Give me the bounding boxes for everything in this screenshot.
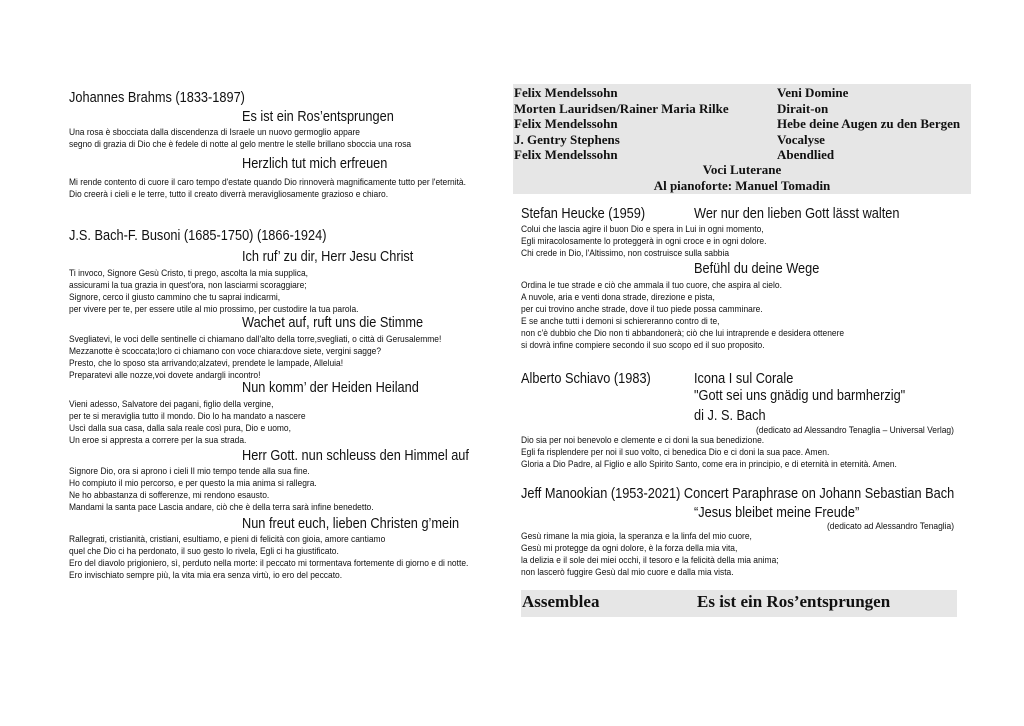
heucke-piece2-text (521, 280, 844, 352)
text-line: Presto, che lo sposo sta arrivando;alzatevi, prendete le lampade, Alleluia! (69, 358, 344, 369)
text-line: Dio sia per noi benevolo e clemente e ci doni la sua benedizione. (521, 435, 765, 446)
bach-piece5-text (69, 534, 468, 582)
text-line: Un eroe si appresta a correre per la sua strada. (69, 435, 247, 446)
bach-composer: J.S. Bach-F. Busoni (1685-1750) (1866-1924) (69, 228, 327, 244)
schiavo-title-3: di J. S. Bach (694, 408, 766, 424)
bach-piece4-text (69, 466, 374, 514)
manookian-text (521, 531, 779, 579)
program-piece: Hebe deine Augen zu den Bergen (777, 116, 961, 131)
text-line: Chi crede in Dio, l'Altissimo, non costruisce sulla sabbia (521, 248, 730, 259)
bach-piece3-text (69, 399, 306, 447)
text-line: Mezzanotte è scoccata;loro ci chiamano con voce chiara:dove siete, vergini sagge? (69, 346, 382, 357)
schiavo-title-2: "Gott sei uns gnädig und barmherzig" (694, 388, 906, 404)
piano-credit: Al pianoforte: Manuel Tomadin (653, 178, 831, 193)
text-line: Gesù mi protegge da ogni dolore, è la forza della mia vita, (521, 543, 738, 554)
text-line: Colui che lascia agire il buon Dio e spera in Lui in ogni momento, (521, 224, 764, 235)
schiavo-text (521, 435, 897, 471)
text-line: per cui trovino anche strade, dove il tuo piede possa camminare. (521, 304, 763, 315)
schiavo-composer: Alberto Schiavo (1983) (521, 371, 651, 387)
text-line: Signore Dio, ora si aprono i cieli Il mio tempo tende alla sua fine. (69, 466, 310, 477)
manookian-title: “Jesus bleibet meine Freude” (694, 505, 860, 521)
text-line: Signore, cerco il giusto cammino che tu saprai indicarmi, (69, 292, 281, 303)
program-composer: Felix Mendelssohn (514, 147, 618, 162)
text-line: Ero invischiato sempre più, la vita mia era senza virtù, io ero del peccato. (69, 570, 343, 581)
manookian-heading: Jeff Manookian (1953-2021) Concert Paraphrase on Johann Sebastian Bach (521, 486, 955, 502)
assembly-label: Assemblea (522, 592, 600, 611)
text-line: A nuvole, aria e venti dona strade, direzione e pista, (521, 292, 715, 303)
program-piece: Dirait-on (777, 100, 829, 116)
bach-piece1-text (69, 268, 359, 316)
text-line: Preparatevi alle nozze,voi dovete andargli incontro! (69, 370, 261, 381)
brahms-composer: Johannes Brahms (1833-1897) (69, 90, 245, 106)
program-composer: Morten Lauridsen/Rainer Maria Rilke (514, 100, 729, 116)
brahms-piece2-text (69, 177, 466, 201)
program-composer: Felix Mendelssohn (514, 85, 618, 100)
program-composer: Felix Mendelssohn (514, 116, 618, 131)
text-line: segno di grazia di Dio che è fedele di notte al gelo mentre le stelle brillano sboccia una rosa (69, 139, 412, 150)
brahms-piece1-text (69, 127, 411, 151)
heucke-composer: Stefan Heucke (1959) (521, 206, 646, 222)
text-line: Rallegrati, cristianità, cristiani, esultiamo, e pieni di felicità con gioia, amore cantiamo (69, 534, 386, 545)
text-line: non c'è dubbio che Dio non ti abbandonerà; ciò che lui intraprende e desidera ottenere (521, 328, 845, 339)
assembly-box (521, 590, 957, 617)
manookian-dedication: (dedicato ad Alessandro Tenaglia) (827, 521, 955, 532)
program-composer: J. Gentry Stephens (514, 131, 620, 147)
program-piece: Veni Domine (777, 85, 849, 100)
text-line: Mi rende contento di cuore il caro tempo d'estate quando Dio rinnoverà magnificamente tutto per l'eternità. (69, 177, 466, 188)
text-line: Ordina le tue strade e ciò che ammala il tuo cuore, che aspira al cielo. (521, 280, 782, 291)
text-line: si dovrà infine compiere secondo il suo scopo ed il suo proposito. (521, 340, 765, 351)
program-pieces (777, 85, 960, 163)
program-piece: Vocalyse (777, 131, 825, 147)
text-line: Dio creerà i cieli e le terre, tutto il creato diverrà meravigliosamente grazioso e chiaro. (69, 189, 389, 200)
brahms-piece2-title: Herzlich tut mich erfreuen (242, 156, 388, 172)
bach-piece5-title: Nun freut euch, lieben Christen g’mein (242, 516, 460, 532)
text-line: Egli fa risplendere per noi il suo volto, ci benedica Dio e ci doni la sua pace. Amen. (521, 447, 830, 458)
text-line: Egli miracolosamente lo proteggerà in ogni croce e in ogni dolore. (521, 236, 767, 247)
brahms-piece1-title: Es ist ein Ros’entsprungen (242, 109, 394, 125)
text-line: Ti invoco, Signore Gesù Cristo, ti prego, ascolta la mia supplica, (69, 268, 309, 279)
text-line: Uscì dalla sua casa, dalla sala reale così pura, Dio e uomo, (69, 423, 291, 434)
program-composers (514, 85, 729, 163)
bach-piece3-title: Nun komm’ der Heiden Heiland (242, 380, 419, 396)
text-line: Vieni adesso, Salvatore dei pagani, figlio della vergine, (69, 399, 274, 410)
program-box (513, 84, 971, 194)
program-piece: Abendlied (777, 147, 835, 162)
text-line: Svegliatevi, le voci delle sentinelle ci chiamano dall'alto della torre,svegliati, o città di Gerusalemme! (69, 334, 442, 345)
assembly-piece: Es ist ein Ros’entsprungen (697, 592, 891, 611)
bach-piece1-title: Ich ruf’ zu dir, Herr Jesu Christ (242, 249, 414, 265)
text-line: Mandami la santa pace Lascia andare, ciò che è della terra sarà infine benedetto. (69, 502, 374, 513)
choir-name: Voci Luterane (702, 162, 782, 177)
text-line: Ho compiuto il mio percorso, e per questo la mia anima si rallegra. (69, 478, 317, 489)
bach-piece2-text (69, 334, 441, 382)
text-line: quel che Dio ci ha perdonato, il suo gesto lo rivela, Egli ci ha giustificato. (69, 546, 339, 557)
heucke-piece2-title: Befühl du deine Wege (694, 261, 820, 277)
schiavo-title-1: Icona I sul Corale (694, 371, 794, 387)
text-line: non lascerò fuggire Gesù dal mio cuore e dalla mia vista. (521, 567, 734, 578)
text-line: E se anche tutti i demoni si schiereranno contro di te, (521, 316, 720, 327)
bach-piece2-title: Wachet auf, ruft uns die Stimme (242, 315, 424, 331)
text-line: la delizia e il sole dei miei occhi, il tesoro e la felicità della mia anima; (521, 555, 779, 566)
bach-piece4-title: Herr Gott. nun schleuss den Himmel auf (242, 448, 469, 464)
text-line: assicurami la tua grazia in quest'ora, non lasciarmi scoraggiare; (69, 280, 307, 291)
text-line: Gesù rimane la mia gioia, la speranza e la linfa del mio cuore, (521, 531, 752, 542)
heucke-piece1-title: Wer nur den lieben Gott lässt walten (694, 206, 900, 222)
text-line: Una rosa è sbocciata dalla discendenza di Israele un nuovo germoglio appare (69, 127, 360, 138)
text-line: Ne ho abbastanza di sofferenze, mi rendono esausto. (69, 490, 270, 501)
text-line: Ero del diavolo prigioniero, sì, perduto nella morte: il peccato mi tormentava fortemente di giorno e di notte. (69, 558, 469, 569)
schiavo-dedication: (dedicato ad Alessandro Tenaglia – Universal Verlag) (756, 425, 954, 436)
text-line: per te si meraviglia tutto il mondo. Dio lo ha mandato a nascere (69, 411, 306, 422)
text-line: Gloria a Dio Padre, al Figlio e allo Spirito Santo, come era in principio, e di eternità in eternità. Amen. (521, 459, 897, 470)
heucke-piece1-text (521, 224, 766, 260)
text-line: per vivere per te, per essere utile al mio prossimo, per custodire la tua parola. (69, 304, 359, 315)
